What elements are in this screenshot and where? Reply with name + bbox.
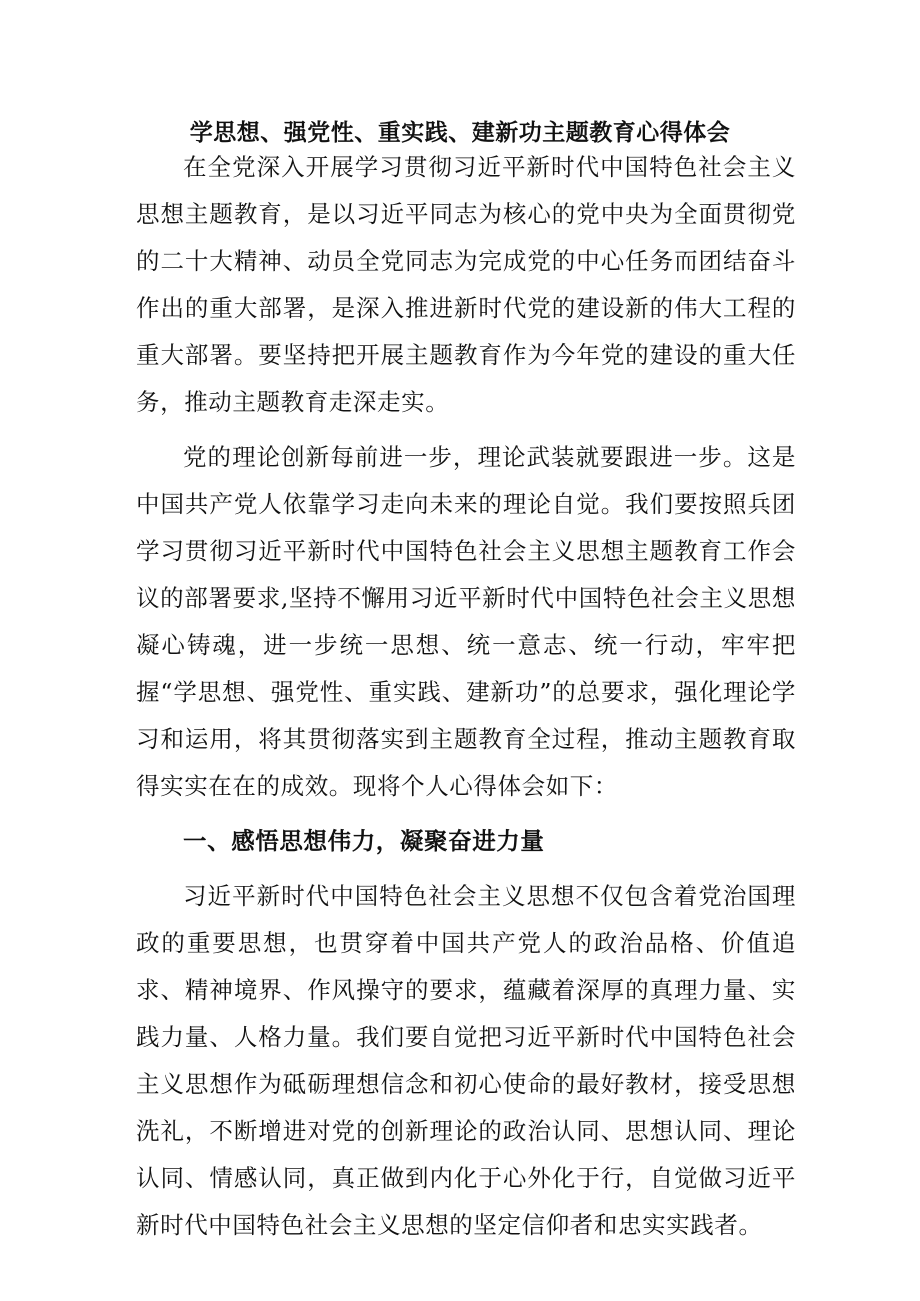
document-title: 学思想、强党性、重实践、建新功主题教育心得体会: [189, 119, 731, 146]
paragraph-gap: [136, 426, 796, 434]
paragraph-gap: [136, 810, 796, 818]
paragraph-intro: 在全党深入开展学习贯彻习近平新时代中国特色社会主义思想主题教育，是以习近平同志为核心的党中央为全面贯彻党的二十大精神、动员全党同志为完成党的中心任务而团结奋斗作出的重大部署，是深入推进新时代党的建设新的伟大工程的重大部署。要坚持把开展主题教育作为今年党的建设的重大任务，推动主题教育走深走实。: [136, 153, 796, 416]
paragraph-section-1: 习近平新时代中国特色社会主义思想不仅包含着党治国理政的重要思想，也贯穿着中国共产党人的政治品格、价值追求、精神境界、作风操守的要求，蕴藏着深厚的真理力量、实践力量、人格力量。我们要自觉把习近平新时代中国特色社会主义思想作为砥砺理想信念和初心使命的最好教材，接受思想洗礼，不断增进对党的创新理论的政治认同、思想认同、理论认同、情感认同，真正做到内化于心外化于行，自觉做习近平新时代中国特色社会主义思想的坚定信仰者和忠实实践者。: [136, 882, 796, 1239]
paragraph-theory: 党的理论创新每前进一步，理论武装就要跟进一步。这是中国共产党人依靠学习走向未来的理论自觉。我们要按照兵团学习贯彻习近平新时代中国特色社会主义思想主题教育工作会议的部署要求,坚持不懈用习近平新时代中国特色社会主义思想凝心铸魂，进一步统一思想、统一意志、统一行动，牢牢把握“学思想、强党性、重实践、建新功”的总要求，强化理论学习和运用，将其贯彻落实到主题教育全过程，推动主题教育取得实实在在的成效。现将个人心得体会如下：: [136, 443, 796, 800]
paragraph-gap: [136, 865, 796, 873]
document-body: [136, 144, 796, 1249]
section-heading-1: 一、感悟思想伟力，凝聚奋进力量: [183, 827, 545, 855]
